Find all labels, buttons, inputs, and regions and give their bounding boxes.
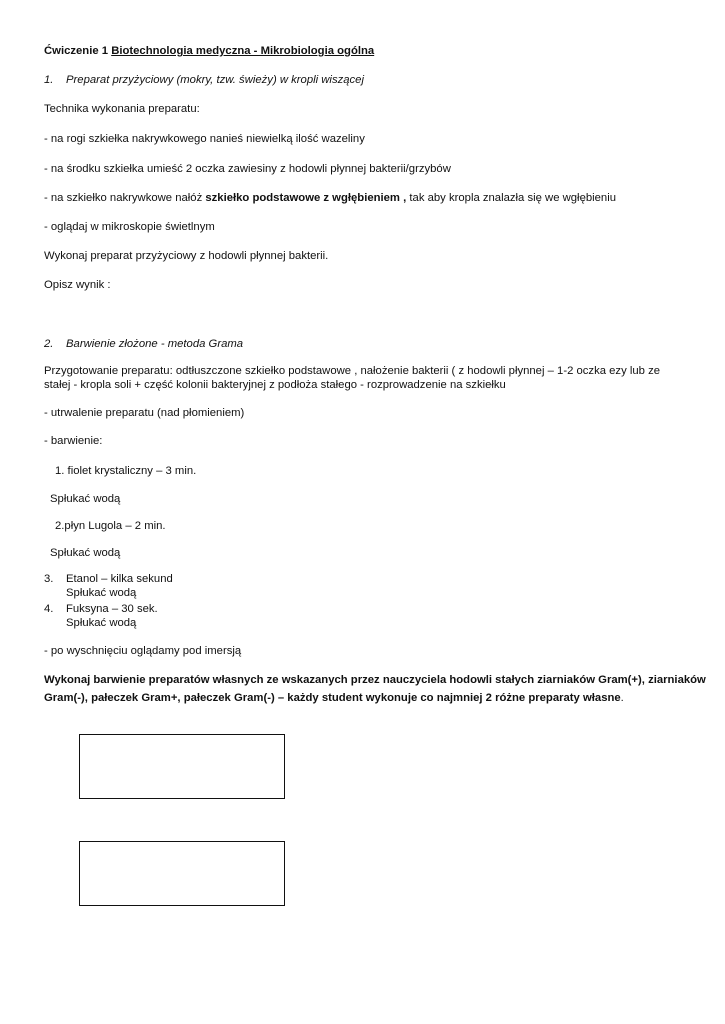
- staining-label: - barwienie:: [44, 435, 103, 447]
- task-line2-end: .: [620, 692, 624, 704]
- section2-heading: [44, 337, 244, 351]
- title-subject: Biotechnologia medyczna - Mikrobiologia ogólna: [111, 45, 375, 57]
- task-line: Wykonaj barwienie preparatów własnych ze wskazanych przez nauczyciela hodowli stałych ziarniaków Gram(+), ziarniaków: [44, 674, 706, 686]
- step-line: - na środku szkiełka umieść 2 oczka zawiesiny z hodowli płynnej bakterii/grzybów: [44, 163, 451, 175]
- task-line2-bold: Gram(-), pałeczek Gram+, pałeczek Gram(-) – każdy student wykonuje co najmniej 2 różne preparaty własne: [44, 692, 621, 704]
- section2-title: Barwienie złożone - metoda Grama: [66, 338, 244, 350]
- page-title: [44, 44, 374, 58]
- title-prefix: Ćwiczenie 1: [44, 45, 109, 57]
- rinse-step: Spłukać wodą: [66, 617, 137, 629]
- stain-step-number: 4.: [44, 603, 54, 615]
- drawing-box-1: [79, 734, 285, 799]
- stain-step: Etanol – kilka sekund: [66, 573, 173, 585]
- rinse-step: Spłukać wodą: [50, 547, 121, 559]
- rinse-step: Spłukać wodą: [50, 493, 121, 505]
- fixation-line: - utrwalenie preparatu (nad płomieniem): [44, 407, 245, 419]
- task-line: [44, 691, 624, 705]
- prep-line: stałej - kropla soli + część kolonii bakteryjnej z podłoża stałego - rozprowadzenie na szkiełku: [44, 379, 506, 391]
- section1-number: 1.: [44, 74, 54, 86]
- drawing-box-2: [79, 841, 285, 906]
- section1-title: Preparat przyżyciowy (mokry, tzw. świeży) w kropli wiszącej: [66, 74, 364, 86]
- stain-step-number: 3.: [44, 573, 54, 585]
- task-line: Wykonaj preparat przyżyciowy z hodowli płynnej bakterii.: [44, 250, 329, 262]
- rinse-step: Spłukać wodą: [66, 587, 137, 599]
- result-label: Opisz wynik :: [44, 279, 111, 291]
- stain-step: 2.płyn Lugola – 2 min.: [55, 520, 166, 532]
- step-line: - oglądaj w mikroskopie świetlnym: [44, 221, 215, 233]
- technique-label: Technika wykonania preparatu:: [44, 103, 200, 115]
- prep-line: Przygotowanie preparatu: odtłuszczone szkiełko podstawowe , nałożenie bakterii ( z hodowli płynnej – 1-2 oczka ezy lub ze: [44, 365, 661, 377]
- step-line: [44, 191, 616, 205]
- section2-number: 2.: [44, 338, 54, 350]
- step3-text-end: tak aby kropla znalazła się we wgłębieniu: [406, 192, 617, 204]
- after-line: - po wyschnięciu oglądamy pod imersją: [44, 645, 242, 657]
- step3-bold-text: szkiełko podstawowe z wgłębieniem ,: [205, 192, 407, 204]
- section1-heading: [44, 73, 364, 87]
- step3-text: - na szkiełko nakrywkowe nałóż: [44, 192, 206, 204]
- step-line: - na rogi szkiełka nakrywkowego nanieś niewielką ilość wazeliny: [44, 133, 365, 145]
- stain-step: 1. fiolet krystaliczny – 3 min.: [55, 465, 197, 477]
- stain-step: Fuksyna – 30 sek.: [66, 603, 158, 615]
